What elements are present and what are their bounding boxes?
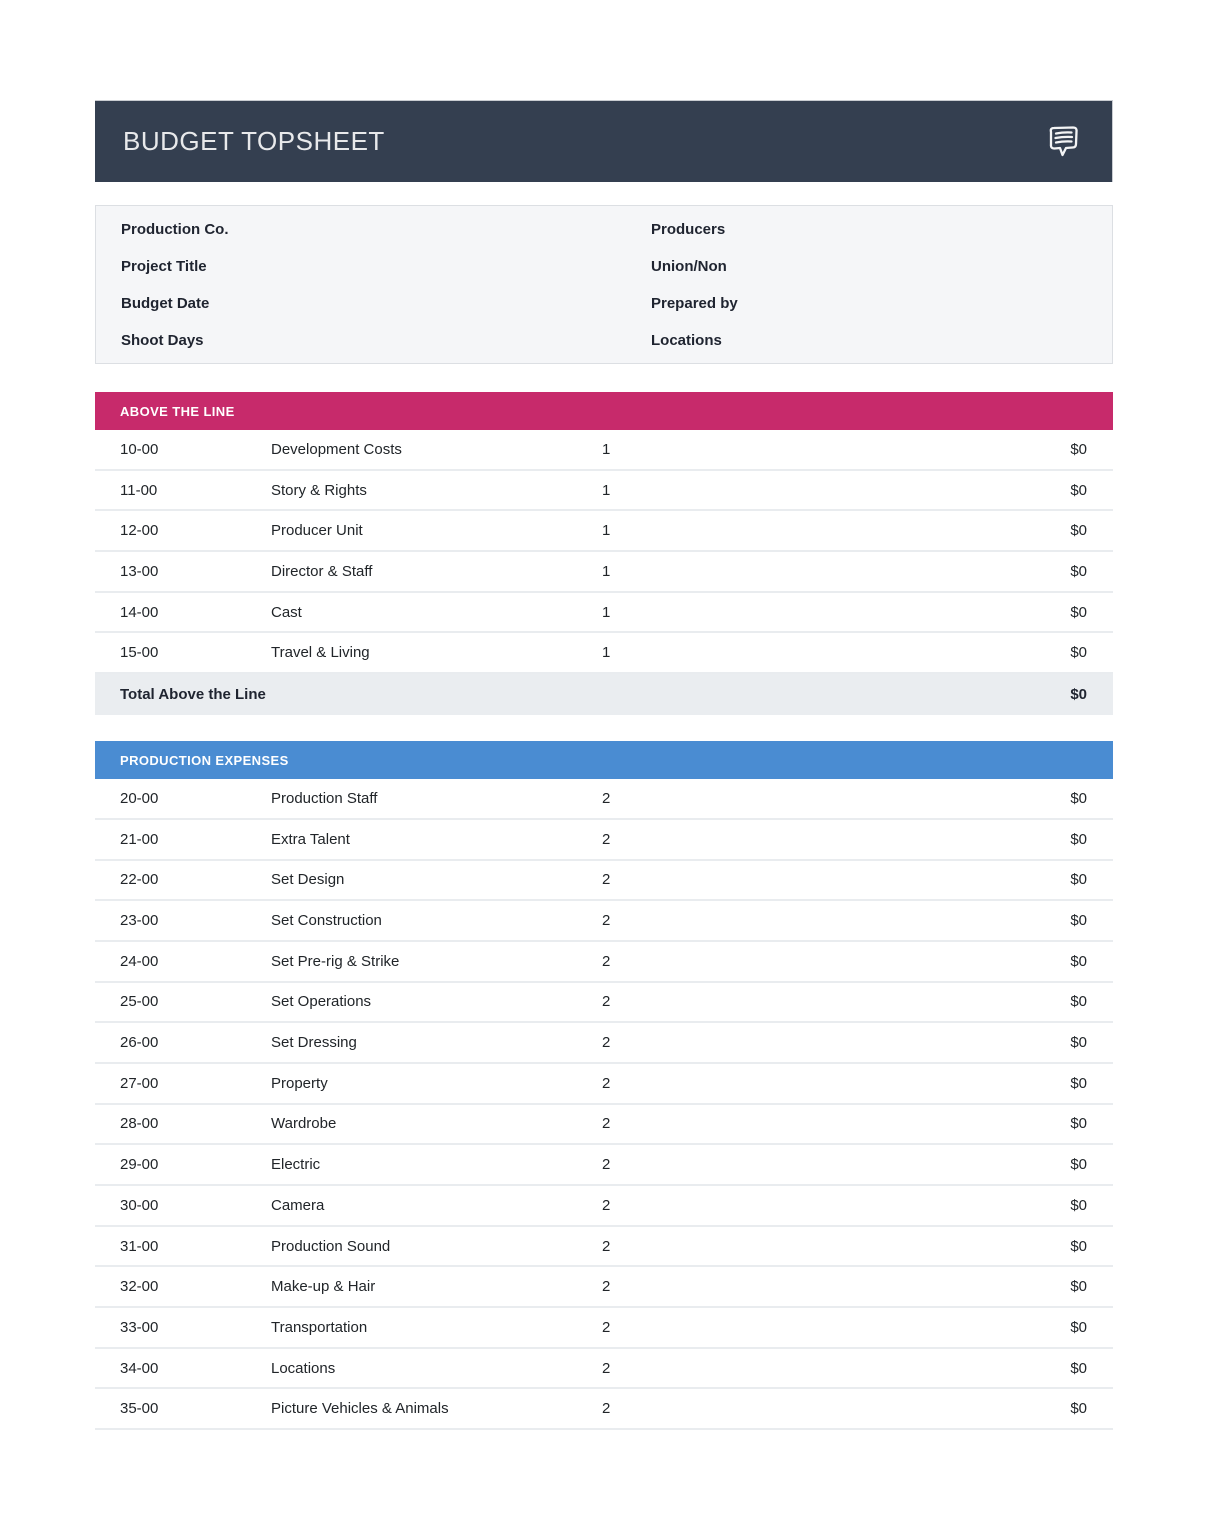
category-label: Set Dressing bbox=[271, 1034, 357, 1052]
amount-value: $0 bbox=[1070, 603, 1087, 621]
category-label: Production Staff bbox=[271, 789, 378, 807]
category-label: Set Design bbox=[271, 871, 345, 889]
phase-number: 2 bbox=[602, 1278, 611, 1296]
budget-line-row bbox=[95, 1389, 1113, 1430]
budget-line-row bbox=[95, 471, 1113, 512]
account-number: 35-00 bbox=[120, 1400, 159, 1418]
phase-number: 1 bbox=[602, 522, 611, 540]
amount-value: $0 bbox=[1070, 871, 1087, 889]
budget-line-row bbox=[95, 1023, 1113, 1064]
category-label: Producer Unit bbox=[271, 522, 363, 540]
phase-number: 1 bbox=[602, 644, 611, 662]
category-label: Camera bbox=[271, 1196, 325, 1214]
field-budget-date: Budget Date bbox=[121, 295, 210, 312]
budget-line-row bbox=[95, 901, 1113, 942]
category-label: Production Sound bbox=[271, 1237, 391, 1255]
category-label: Director & Staff bbox=[271, 562, 373, 580]
amount-value: $0 bbox=[1070, 1074, 1087, 1092]
phase-number: 2 bbox=[602, 1156, 611, 1174]
account-number: 28-00 bbox=[120, 1115, 159, 1133]
budget-line-row bbox=[95, 430, 1113, 471]
production-expenses-rows bbox=[95, 779, 1113, 1430]
amount-value: $0 bbox=[1070, 1115, 1087, 1133]
total-row bbox=[95, 674, 1113, 715]
budget-line-row bbox=[95, 1349, 1113, 1390]
budget-line-row bbox=[95, 1105, 1113, 1146]
amount-value: $0 bbox=[1070, 522, 1087, 540]
amount-value: $0 bbox=[1070, 830, 1087, 848]
account-number: 15-00 bbox=[120, 644, 159, 662]
budget-line-row bbox=[95, 779, 1113, 820]
field-producers: Producers bbox=[651, 221, 726, 238]
section-label: PRODUCTION EXPENSES bbox=[120, 752, 289, 768]
category-label: Locations bbox=[271, 1359, 336, 1377]
account-number: 30-00 bbox=[120, 1196, 159, 1214]
account-number: 21-00 bbox=[120, 830, 159, 848]
phase-number: 2 bbox=[602, 1196, 611, 1214]
phase-number: 2 bbox=[602, 789, 611, 807]
amount-value: $0 bbox=[1070, 644, 1087, 662]
budget-line-row bbox=[95, 1308, 1113, 1349]
account-number: 26-00 bbox=[120, 1034, 159, 1052]
account-number: 14-00 bbox=[120, 603, 159, 621]
category-label: Cast bbox=[271, 603, 302, 621]
budget-line-row bbox=[95, 983, 1113, 1024]
category-label: Property bbox=[271, 1074, 328, 1092]
amount-value: $0 bbox=[1070, 1196, 1087, 1214]
category-label: Set Operations bbox=[271, 993, 372, 1011]
amount-value: $0 bbox=[1070, 562, 1087, 580]
phase-number: 2 bbox=[602, 912, 611, 930]
total-amount: $0 bbox=[1070, 686, 1087, 704]
section-label: ABOVE THE LINE bbox=[120, 403, 235, 419]
account-number: 27-00 bbox=[120, 1074, 159, 1092]
phase-number: 2 bbox=[602, 1034, 611, 1052]
phase-number: 2 bbox=[602, 993, 611, 1011]
category-label: Picture Vehicles & Animals bbox=[271, 1400, 449, 1418]
amount-value: $0 bbox=[1070, 481, 1087, 499]
info-left-column bbox=[121, 211, 651, 359]
budget-line-row bbox=[95, 942, 1113, 983]
field-prepared-by: Prepared by bbox=[651, 295, 738, 312]
account-number: 25-00 bbox=[120, 993, 159, 1011]
amount-value: $0 bbox=[1070, 1359, 1087, 1377]
page-title: BUDGET TOPSHEET bbox=[123, 126, 385, 156]
account-number: 29-00 bbox=[120, 1156, 159, 1174]
account-number: 34-00 bbox=[120, 1359, 159, 1377]
budget-line-row bbox=[95, 1186, 1113, 1227]
account-number: 11-00 bbox=[120, 481, 158, 499]
account-number: 32-00 bbox=[120, 1278, 159, 1296]
amount-value: $0 bbox=[1070, 952, 1087, 970]
account-number: 10-00 bbox=[120, 440, 159, 458]
field-union-non: Union/Non bbox=[651, 258, 727, 275]
budget-line-row bbox=[95, 820, 1113, 861]
category-label: Story & Rights bbox=[271, 481, 367, 499]
phase-number: 1 bbox=[602, 603, 611, 621]
above-the-line-rows bbox=[95, 430, 1113, 674]
phase-number: 2 bbox=[602, 1359, 611, 1377]
total-label: Total Above the Line bbox=[120, 686, 266, 704]
budget-line-row bbox=[95, 552, 1113, 593]
amount-value: $0 bbox=[1070, 1278, 1087, 1296]
amount-value: $0 bbox=[1070, 1318, 1087, 1336]
section-production-expenses bbox=[95, 741, 1113, 1430]
amount-value: $0 bbox=[1070, 1237, 1087, 1255]
amount-value: $0 bbox=[1070, 912, 1087, 930]
category-label: Wardrobe bbox=[271, 1115, 337, 1133]
account-number: 13-00 bbox=[120, 562, 159, 580]
account-number: 24-00 bbox=[120, 952, 159, 970]
title-bar bbox=[95, 100, 1113, 182]
field-locations: Locations bbox=[651, 332, 722, 349]
phase-number: 2 bbox=[602, 830, 611, 848]
account-number: 23-00 bbox=[120, 912, 159, 930]
category-label: Make-up & Hair bbox=[271, 1278, 376, 1296]
field-project-title: Project Title bbox=[121, 258, 207, 275]
budget-line-row bbox=[95, 1227, 1113, 1268]
phase-number: 2 bbox=[602, 1074, 611, 1092]
field-production-co: Production Co. bbox=[121, 221, 229, 238]
category-label: Development Costs bbox=[271, 440, 402, 458]
amount-value: $0 bbox=[1070, 440, 1087, 458]
production-info-box bbox=[95, 205, 1113, 364]
category-label: Travel & Living bbox=[271, 644, 370, 662]
budget-line-row bbox=[95, 1064, 1113, 1105]
phase-number: 2 bbox=[602, 952, 611, 970]
account-number: 33-00 bbox=[120, 1318, 159, 1336]
phase-number: 1 bbox=[602, 481, 611, 499]
section-header-above-the-line bbox=[95, 392, 1113, 430]
category-label: Electric bbox=[271, 1156, 321, 1174]
amount-value: $0 bbox=[1070, 993, 1087, 1011]
account-number: 20-00 bbox=[120, 789, 159, 807]
amount-value: $0 bbox=[1070, 789, 1087, 807]
category-label: Set Pre-rig & Strike bbox=[271, 952, 400, 970]
budget-line-row bbox=[95, 1145, 1113, 1186]
amount-value: $0 bbox=[1070, 1034, 1087, 1052]
budget-line-row bbox=[95, 861, 1113, 902]
budget-line-row bbox=[95, 511, 1113, 552]
phase-number: 2 bbox=[602, 1400, 611, 1418]
phase-number: 1 bbox=[602, 440, 611, 458]
phase-number: 2 bbox=[602, 1115, 611, 1133]
phase-number: 2 bbox=[602, 871, 611, 889]
section-header-production-expenses bbox=[95, 741, 1113, 779]
amount-value: $0 bbox=[1070, 1156, 1087, 1174]
info-right-column bbox=[651, 211, 1087, 359]
category-label: Transportation bbox=[271, 1318, 368, 1336]
account-number: 22-00 bbox=[120, 871, 159, 889]
phase-number: 2 bbox=[602, 1237, 611, 1255]
category-label: Extra Talent bbox=[271, 830, 350, 848]
amount-value: $0 bbox=[1070, 1400, 1087, 1418]
budget-line-row bbox=[95, 593, 1113, 634]
phase-number: 1 bbox=[602, 562, 611, 580]
phase-number: 2 bbox=[602, 1318, 611, 1336]
account-number: 31-00 bbox=[120, 1237, 159, 1255]
account-number: 12-00 bbox=[120, 522, 159, 540]
budget-line-row bbox=[95, 633, 1113, 674]
section-above-the-line bbox=[95, 392, 1113, 715]
budget-line-row bbox=[95, 1267, 1113, 1308]
comment-icon[interactable] bbox=[1044, 123, 1082, 161]
field-shoot-days: Shoot Days bbox=[121, 332, 204, 349]
category-label: Set Construction bbox=[271, 912, 382, 930]
